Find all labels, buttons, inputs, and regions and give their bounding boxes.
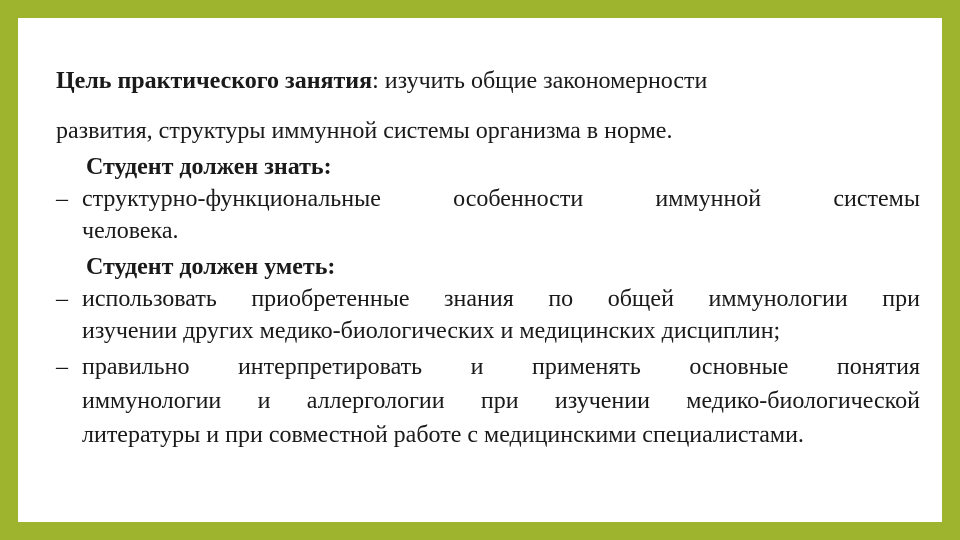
- can-item2-bullet: –: [56, 354, 68, 380]
- word: и: [470, 354, 484, 380]
- word: особенности: [453, 186, 584, 212]
- word: при: [882, 286, 920, 312]
- word: и: [257, 388, 271, 414]
- word: иммунологии: [82, 388, 222, 414]
- goal-label: Цель практического занятия: [56, 68, 373, 94]
- can-item1-line1: [82, 284, 920, 314]
- goal-line-1: [56, 66, 707, 96]
- can-item2-line1: [82, 352, 920, 382]
- word: приобретенные: [251, 286, 410, 312]
- know-item1-line1: [82, 184, 920, 214]
- word: медико-биологической: [686, 388, 920, 414]
- word: использовать: [82, 286, 217, 312]
- word: по: [548, 286, 574, 312]
- can-item2-line3: литературы и при совместной работе с медицинскими специалистами.: [82, 422, 804, 448]
- word: общей: [607, 286, 674, 312]
- slide: [18, 18, 942, 522]
- word: изучении: [554, 388, 650, 414]
- goal-line-2: развития, структуры иммунной системы организма в норме.: [56, 118, 673, 144]
- goal-text-1: изучить общие закономерности: [384, 68, 708, 94]
- can-heading: Студент должен уметь:: [86, 254, 336, 280]
- word: иммунологии: [708, 286, 848, 312]
- word: структурно-функциональные: [82, 186, 381, 212]
- word: при: [480, 388, 519, 414]
- word: аллергологии: [306, 388, 445, 414]
- word: понятия: [836, 354, 920, 380]
- know-item1-line2: человека.: [82, 218, 179, 244]
- word: основные: [689, 354, 789, 380]
- know-item1-bullet: –: [56, 186, 68, 212]
- goal-colon: :: [372, 68, 379, 94]
- word: правильно: [82, 354, 190, 380]
- word: применять: [531, 354, 641, 380]
- word: системы: [833, 186, 920, 212]
- can-item1-bullet: –: [56, 286, 68, 312]
- word: интерпретировать: [237, 354, 423, 380]
- word: знания: [444, 286, 514, 312]
- word: иммунной: [655, 186, 762, 212]
- can-item2-line2: [82, 386, 920, 416]
- know-heading: Студент должен знать:: [86, 154, 332, 180]
- can-item1-line2: изучении других медико-биологических и медицинских дисциплин;: [82, 318, 781, 344]
